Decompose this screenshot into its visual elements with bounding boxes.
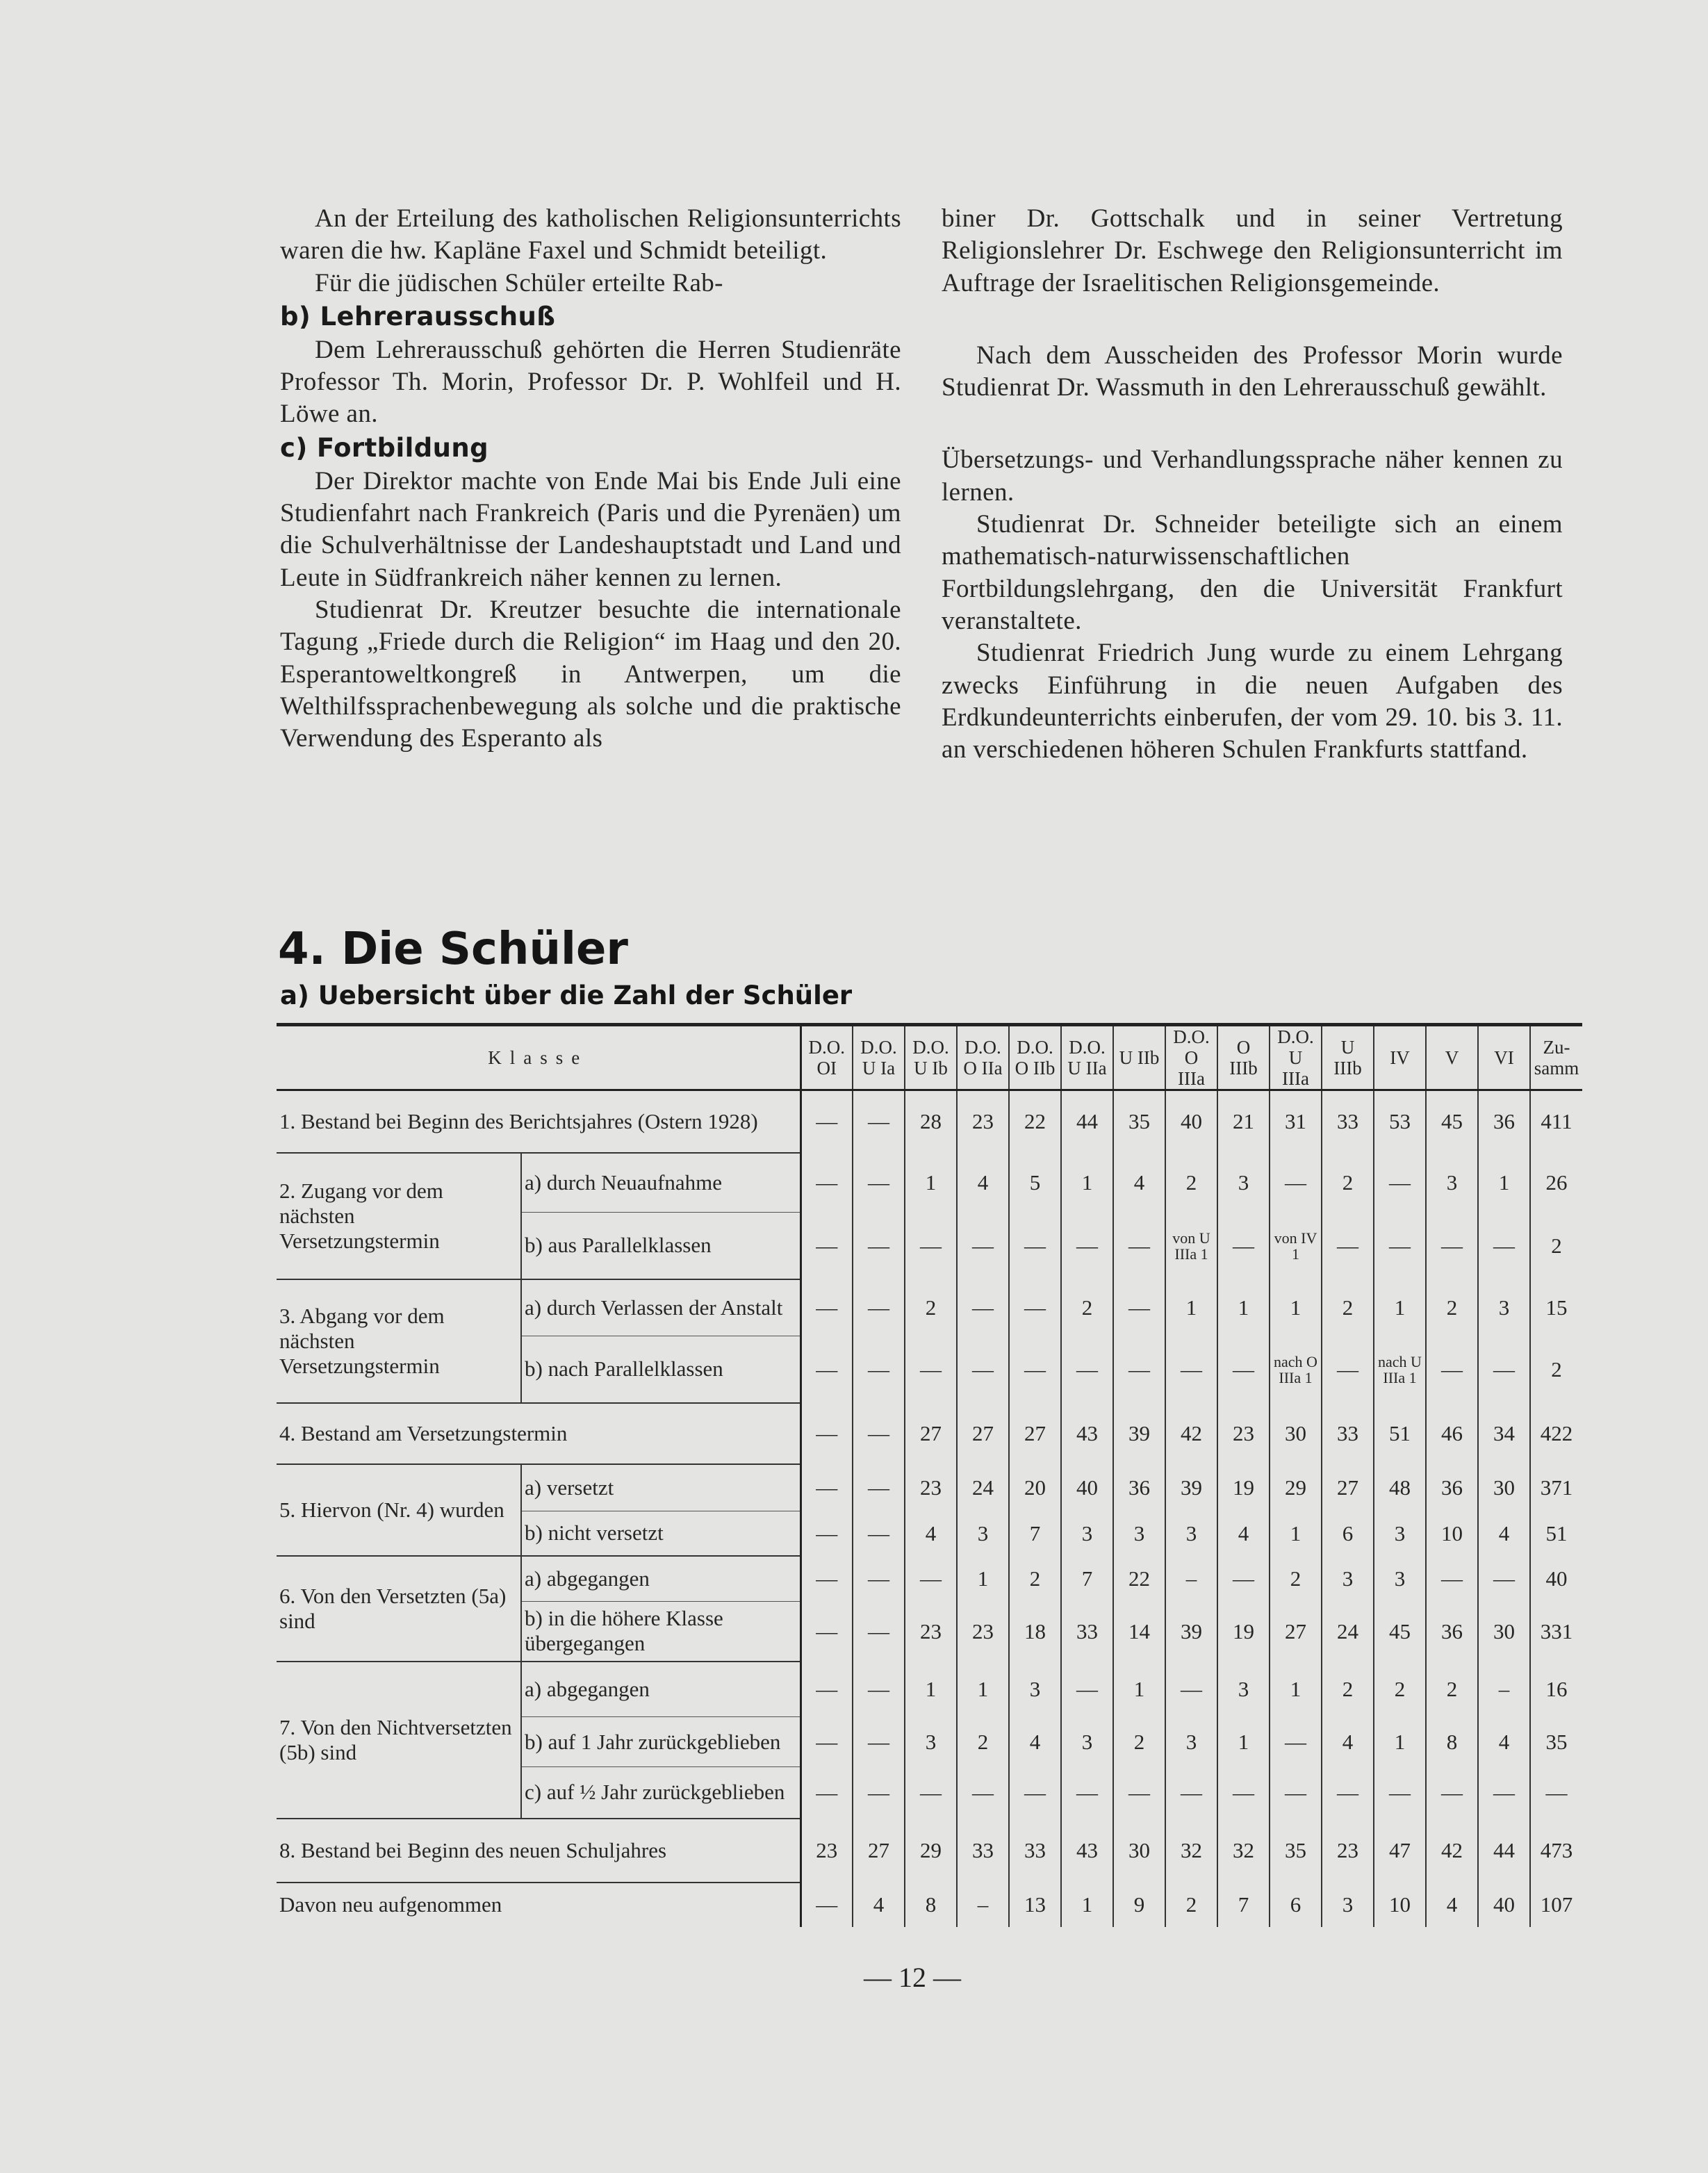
table-cell: 8 (905, 1883, 957, 1927)
table-cell: 35 (1270, 1819, 1322, 1883)
table-cell: 46 (1426, 1403, 1478, 1464)
table-cell: — (1061, 1213, 1113, 1279)
row-sub-label: a) durch Neuaufnahme (521, 1153, 800, 1213)
row-sub-label: a) abgegangen (521, 1662, 800, 1717)
left-paragraph-1: An der Erteilung des katholischen Religionsunterrichts waren die hw. Kapläne Faxel und Schmidt beteiligt. (280, 204, 901, 265)
table-cell: 4 (1217, 1511, 1270, 1556)
row-sub-label: b) nach Parallelklassen (521, 1336, 800, 1403)
table-cell: 45 (1426, 1090, 1478, 1153)
table-cell: — (800, 1090, 853, 1153)
left-column (280, 203, 901, 755)
table-cell: — (1009, 1213, 1061, 1279)
table-cell: 2 (1322, 1153, 1374, 1213)
table-cell: — (1009, 1767, 1061, 1819)
column-header: O IIIb (1217, 1025, 1270, 1090)
table-cell: 44 (1061, 1090, 1113, 1153)
row-group-label: Davon neu aufgenommen (277, 1883, 800, 1927)
table-cell: 2 (1061, 1279, 1113, 1336)
table-cell: 411 (1530, 1090, 1582, 1153)
table-cell: 16 (1530, 1662, 1582, 1717)
column-header: IV (1374, 1025, 1426, 1090)
table-cell: 23 (905, 1464, 957, 1511)
row-group-label: 3. Abgang vor dem nächsten Versetzungstermin (277, 1279, 521, 1403)
table-cell: — (800, 1511, 853, 1556)
table-cell: 19 (1217, 1464, 1270, 1511)
row-group-label: 5. Hiervon (Nr. 4) wurden (277, 1464, 521, 1556)
table-cell: — (1426, 1213, 1478, 1279)
table-cell: 23 (1217, 1403, 1270, 1464)
table-cell: – (957, 1883, 1009, 1927)
table-cell: nach O IIIa 1 (1270, 1336, 1322, 1403)
table-row (277, 1403, 1582, 1464)
table-cell: 6 (1270, 1883, 1322, 1927)
table-cell: 1 (957, 1556, 1009, 1602)
table-cell: 43 (1061, 1819, 1113, 1883)
column-header: D.O. U IIIa (1270, 1025, 1322, 1090)
table-cell: 3 (1217, 1662, 1270, 1717)
table-cell: 7 (1009, 1511, 1061, 1556)
table-cell: 30 (1270, 1403, 1322, 1464)
table-cell: 2 (1270, 1556, 1322, 1602)
table-cell: — (957, 1213, 1009, 1279)
row-sub-label: a) abgegangen (521, 1556, 800, 1602)
table-cell: 27 (853, 1819, 905, 1883)
table-cell: 10 (1374, 1883, 1426, 1927)
table-cell: — (853, 1556, 905, 1602)
table-cell: 3 (1217, 1153, 1270, 1213)
heading-fortbildung: c) Fortbildung (280, 432, 488, 463)
column-header: D.O. O IIIa (1165, 1025, 1217, 1090)
table-cell: 24 (957, 1464, 1009, 1511)
column-header: VI (1478, 1025, 1530, 1090)
student-statistics-table (277, 1023, 1582, 1927)
column-header: D.O. U Ia (853, 1025, 905, 1090)
table-cell: — (800, 1602, 853, 1662)
table-cell: 15 (1530, 1279, 1582, 1336)
table-cell: 2 (1530, 1336, 1582, 1403)
table-cell: 4 (1322, 1717, 1374, 1767)
table-cell: — (1165, 1662, 1217, 1717)
column-header: D.O. OI (800, 1025, 853, 1090)
row-group-label: 4. Bestand am Versetzungstermin (277, 1403, 800, 1464)
column-header: D.O. O IIb (1009, 1025, 1061, 1090)
row-sub-label: a) durch Verlassen der Anstalt (521, 1279, 800, 1336)
table-cell: 33 (1322, 1090, 1374, 1153)
table-cell: — (1009, 1279, 1061, 1336)
table-cell: 3 (1374, 1511, 1426, 1556)
table-cell: 53 (1374, 1090, 1426, 1153)
table-cell: — (1374, 1213, 1426, 1279)
table-cell: 5 (1009, 1153, 1061, 1213)
table-cell: – (1165, 1556, 1217, 1602)
table-cell: — (1113, 1279, 1165, 1336)
table-cell: — (853, 1464, 905, 1511)
table-cell: 1 (1165, 1279, 1217, 1336)
row-sub-label: a) versetzt (521, 1464, 800, 1511)
table-cell: 32 (1217, 1819, 1270, 1883)
table-cell: 29 (905, 1819, 957, 1883)
table-cell: 1 (905, 1662, 957, 1717)
table-header-row (277, 1025, 1582, 1090)
table-cell: — (1270, 1767, 1322, 1819)
table-cell: 422 (1530, 1403, 1582, 1464)
table-cell: — (1165, 1767, 1217, 1819)
column-header: U IIb (1113, 1025, 1165, 1090)
table-cell: — (905, 1213, 957, 1279)
table-cell: — (800, 1279, 853, 1336)
table-cell: — (800, 1883, 853, 1927)
table-cell: — (853, 1403, 905, 1464)
table-cell: — (1478, 1767, 1530, 1819)
row-sub-label: b) aus Parallelklassen (521, 1213, 800, 1279)
table-row (277, 1153, 1582, 1213)
table-cell: 14 (1113, 1602, 1165, 1662)
table-cell: 43 (1061, 1403, 1113, 1464)
table-cell: von IV 1 (1270, 1213, 1322, 1279)
table-cell: — (905, 1556, 957, 1602)
table-cell: 3 (1322, 1883, 1374, 1927)
column-header: D.O. O IIa (957, 1025, 1009, 1090)
table-cell: 13 (1009, 1883, 1061, 1927)
table-cell: — (800, 1767, 853, 1819)
table-cell: 51 (1374, 1403, 1426, 1464)
table-cell: 2 (1426, 1279, 1478, 1336)
table-cell: 4 (1478, 1511, 1530, 1556)
table-cell: — (800, 1556, 853, 1602)
table-cell: 23 (800, 1819, 853, 1883)
table-cell: — (800, 1717, 853, 1767)
table-cell: 1 (1270, 1511, 1322, 1556)
table-cell: 34 (1478, 1403, 1530, 1464)
table-cell: — (1113, 1336, 1165, 1403)
table-cell: 22 (1009, 1090, 1061, 1153)
right-paragraph-4: Studienrat Dr. Schneider beteiligte sich an einem mathematisch-naturwissenschaftlichen Fortbildungslehrgang, den die Universität Frankfurt veranstaltete. (942, 510, 1563, 635)
table-cell: 3 (1165, 1511, 1217, 1556)
table-cell: 107 (1530, 1883, 1582, 1927)
table-cell: 1 (905, 1153, 957, 1213)
table-cell: von U IIIa 1 (1165, 1213, 1217, 1279)
table-cell: 2 (1374, 1662, 1426, 1717)
row-group-label: 6. Von den Versetzten (5a) sind (277, 1556, 521, 1662)
header-klasse: Klasse (277, 1025, 800, 1090)
table-cell: — (1009, 1336, 1061, 1403)
table-cell: 1 (1270, 1662, 1322, 1717)
table-cell: — (853, 1717, 905, 1767)
table-cell: 36 (1113, 1464, 1165, 1511)
table-cell: 45 (1374, 1602, 1426, 1662)
table-cell: 47 (1374, 1819, 1426, 1883)
table-cell: 1 (1217, 1279, 1270, 1336)
table-row (277, 1090, 1582, 1153)
table-cell: 3 (1478, 1279, 1530, 1336)
table-cell: 2 (1426, 1662, 1478, 1717)
table-cell: 3 (1165, 1717, 1217, 1767)
table-cell: 3 (957, 1511, 1009, 1556)
right-paragraph-3: Übersetzungs- und Verhandlungssprache näher kennen zu lernen. (942, 445, 1563, 507)
table-cell: 2 (957, 1717, 1009, 1767)
table-cell: — (853, 1767, 905, 1819)
table-cell: 51 (1530, 1511, 1582, 1556)
row-sub-label: b) auf 1 Jahr zurückgeblieben (521, 1717, 800, 1767)
table-cell: 42 (1165, 1403, 1217, 1464)
table-cell: 22 (1113, 1556, 1165, 1602)
row-sub-label: b) nicht versetzt (521, 1511, 800, 1556)
table-cell: — (905, 1336, 957, 1403)
table-cell: 1 (957, 1662, 1009, 1717)
table-cell: 18 (1009, 1602, 1061, 1662)
table-cell: — (853, 1662, 905, 1717)
row-group-label: 1. Bestand bei Beginn des Berichtsjahres (Ostern 1928) (277, 1090, 800, 1153)
table-cell: 3 (1426, 1153, 1478, 1213)
column-header: U IIIb (1322, 1025, 1374, 1090)
table-cell: — (1322, 1336, 1374, 1403)
table-cell: — (1061, 1767, 1113, 1819)
table-cell: 27 (1322, 1464, 1374, 1511)
table-cell: — (1217, 1213, 1270, 1279)
left-paragraph-5: Studienrat Dr. Kreutzer besuchte die internationale Tagung „Friede durch die Religion“ im Haag und den 20. Esperantoweltkongreß in Antwerpen, um die Welthilfssprachenbewegung als solche und die praktische Verwendung des Esperanto als (280, 595, 901, 753)
table-row (277, 1464, 1582, 1511)
table-cell: — (1478, 1213, 1530, 1279)
table-cell: 1 (1374, 1717, 1426, 1767)
table-cell: 2 (1322, 1662, 1374, 1717)
table-cell: 39 (1165, 1464, 1217, 1511)
table-cell: 30 (1478, 1464, 1530, 1511)
table-cell: 3 (1113, 1511, 1165, 1556)
table-cell: 371 (1530, 1464, 1582, 1511)
table-cell: 32 (1165, 1819, 1217, 1883)
row-sub-label: c) auf ½ Jahr zurückgeblieben (521, 1767, 800, 1819)
table-cell: – (1478, 1662, 1530, 1717)
table-cell: — (905, 1767, 957, 1819)
table-cell: 33 (957, 1819, 1009, 1883)
left-paragraph-3: Dem Lehrerausschuß gehörten die Herren Studienräte Professor Th. Morin, Professor Dr. P. Wohlfeil und H. Löwe an. (280, 335, 901, 429)
table-cell: 7 (1061, 1556, 1113, 1602)
table-cell: 39 (1113, 1403, 1165, 1464)
row-group-label: 8. Bestand bei Beginn des neuen Schuljahres (277, 1819, 800, 1883)
table-cell: — (853, 1090, 905, 1153)
table-cell: 4 (905, 1511, 957, 1556)
table-cell: 4 (1113, 1153, 1165, 1213)
table-cell: — (853, 1279, 905, 1336)
table-cell: 1 (1061, 1883, 1113, 1927)
table-cell: — (1061, 1336, 1113, 1403)
table-cell: 27 (1009, 1403, 1061, 1464)
table-cell: 7 (1217, 1883, 1270, 1927)
table-cell: 39 (1165, 1602, 1217, 1662)
table-cell: — (1270, 1717, 1322, 1767)
table-cell: — (1113, 1767, 1165, 1819)
table-cell: 2 (1322, 1279, 1374, 1336)
table-cell: — (1217, 1767, 1270, 1819)
table-cell: — (1061, 1662, 1113, 1717)
table-cell: 3 (905, 1717, 957, 1767)
table-cell: — (1322, 1213, 1374, 1279)
table-cell: — (853, 1602, 905, 1662)
table-cell: 35 (1530, 1717, 1582, 1767)
column-header: D.O. U IIa (1061, 1025, 1113, 1090)
table-cell: 4 (957, 1153, 1009, 1213)
table-cell: 36 (1426, 1602, 1478, 1662)
page-number: — 12 — (864, 1962, 961, 1993)
table-cell: 3 (1009, 1662, 1061, 1717)
table-cell: 21 (1217, 1090, 1270, 1153)
table-cell: — (1530, 1767, 1582, 1819)
table-cell: 8 (1426, 1717, 1478, 1767)
column-header: D.O. U Ib (905, 1025, 957, 1090)
section-title: 4. Die Schüler (278, 924, 628, 975)
table-cell: — (1426, 1336, 1478, 1403)
table-cell: 2 (1009, 1556, 1061, 1602)
table-cell: 30 (1478, 1602, 1530, 1662)
table-cell: 27 (957, 1403, 1009, 1464)
table-cell: — (800, 1213, 853, 1279)
table-cell: — (1113, 1213, 1165, 1279)
table-row (277, 1556, 1582, 1602)
table-cell: 3 (1322, 1556, 1374, 1602)
table-cell: — (1374, 1767, 1426, 1819)
table-cell: 2 (1165, 1153, 1217, 1213)
table-cell: 26 (1530, 1153, 1582, 1213)
row-group-label: 2. Zugang vor dem nächsten Versetzungstermin (277, 1153, 521, 1279)
table-cell: — (1217, 1336, 1270, 1403)
table-cell: 4 (1009, 1717, 1061, 1767)
table-cell: — (1374, 1153, 1426, 1213)
table-cell: — (1426, 1556, 1478, 1602)
table-body (277, 1090, 1582, 1927)
table-cell: — (957, 1336, 1009, 1403)
table-cell: 33 (1322, 1403, 1374, 1464)
table-cell: — (800, 1153, 853, 1213)
table-cell: 23 (957, 1602, 1009, 1662)
section-subtitle: a) Uebersicht über die Zahl der Schüler (280, 981, 853, 1010)
table-cell: 40 (1061, 1464, 1113, 1511)
table-cell: 1 (1478, 1153, 1530, 1213)
table-cell: 3 (1374, 1556, 1426, 1602)
table-cell: 30 (1113, 1819, 1165, 1883)
table-cell: 28 (905, 1090, 957, 1153)
table-cell: 1 (1270, 1279, 1322, 1336)
table-cell: 35 (1113, 1090, 1165, 1153)
table-cell: 331 (1530, 1602, 1582, 1662)
table-cell: 40 (1530, 1556, 1582, 1602)
table-cell: — (800, 1662, 853, 1717)
table-cell: — (853, 1511, 905, 1556)
table-cell: 31 (1270, 1090, 1322, 1153)
table-cell: 2 (1530, 1213, 1582, 1279)
row-group-label: 7. Von den Nichtversetzten (5b) sind (277, 1662, 521, 1819)
table-cell: 48 (1374, 1464, 1426, 1511)
column-header: V (1426, 1025, 1478, 1090)
table-cell: — (1478, 1556, 1530, 1602)
table-cell: 44 (1478, 1819, 1530, 1883)
table-cell: 29 (1270, 1464, 1322, 1511)
table-cell: — (800, 1403, 853, 1464)
table-cell: 4 (853, 1883, 905, 1927)
table-cell: — (957, 1279, 1009, 1336)
column-header: Zu-samm (1530, 1025, 1582, 1090)
table-cell: 33 (1009, 1819, 1061, 1883)
table-row (277, 1662, 1582, 1717)
table-cell: 42 (1426, 1819, 1478, 1883)
table-cell: 36 (1478, 1090, 1530, 1153)
heading-lehrerausschuss: b) Lehrerausschuß (280, 301, 556, 331)
left-paragraph-2: Für die jüdischen Schüler erteilte Rab- (315, 268, 723, 297)
table-cell: 20 (1009, 1464, 1061, 1511)
table-cell: 9 (1113, 1883, 1165, 1927)
table-cell: 6 (1322, 1511, 1374, 1556)
table-cell: 3 (1061, 1717, 1113, 1767)
table-cell: 3 (1061, 1511, 1113, 1556)
table-cell: 36 (1426, 1464, 1478, 1511)
table-cell: 2 (905, 1279, 957, 1336)
table-cell: 4 (1478, 1717, 1530, 1767)
right-column (942, 203, 1563, 766)
table-cell: — (1478, 1336, 1530, 1403)
table-cell: 23 (905, 1602, 957, 1662)
left-paragraph-4: Der Direktor machte von Ende Mai bis Ende Juli eine Studienfahrt nach Frankreich (Paris und die Pyrenäen) um die Schulverhältnisse der Landeshauptstadt und Land und Leute in Südfrankreich näher kennen zu lernen. (280, 466, 901, 592)
table-cell: 4 (1426, 1883, 1478, 1927)
row-sub-label: b) in die höhere Klasse übergegangen (521, 1602, 800, 1662)
table-row (277, 1883, 1582, 1927)
table-cell: 2 (1165, 1883, 1217, 1927)
table-cell: 19 (1217, 1602, 1270, 1662)
table-cell: nach U IIIa 1 (1374, 1336, 1426, 1403)
table-cell: 27 (905, 1403, 957, 1464)
table-cell: — (1217, 1556, 1270, 1602)
table-cell: 40 (1165, 1090, 1217, 1153)
right-paragraph-2: Nach dem Ausscheiden des Professor Morin wurde Studienrat Dr. Wassmuth in den Lehrerausschuß gewählt. (942, 341, 1563, 402)
table-cell: — (1270, 1153, 1322, 1213)
table-cell: 23 (1322, 1819, 1374, 1883)
table-cell: — (800, 1464, 853, 1511)
right-paragraph-5: Studienrat Friedrich Jung wurde zu einem Lehrgang zwecks Einführung in die neuen Aufgaben des Erdkundeunterrichts einberufen, der vom 29. 10. bis 3. 11. an verschiedenen höheren Schulen Frankfurts stattfand. (942, 639, 1563, 764)
table-cell: 33 (1061, 1602, 1113, 1662)
table-cell: 1 (1217, 1717, 1270, 1767)
table-cell: — (1165, 1336, 1217, 1403)
table-cell: 1 (1374, 1279, 1426, 1336)
table-cell: — (853, 1213, 905, 1279)
table-cell: 24 (1322, 1602, 1374, 1662)
table-cell: 1 (1113, 1662, 1165, 1717)
table-cell: 473 (1530, 1819, 1582, 1883)
table-cell: — (957, 1767, 1009, 1819)
table-cell: 10 (1426, 1511, 1478, 1556)
table-cell: 40 (1478, 1883, 1530, 1927)
table-row (277, 1819, 1582, 1883)
table-cell: — (853, 1336, 905, 1403)
table-cell: — (853, 1153, 905, 1213)
table-cell: — (1322, 1767, 1374, 1819)
right-paragraph-1: biner Dr. Gottschalk und in seiner Vertretung Religionslehrer Dr. Eschwege den Religionsunterricht im Auftrage der Israelitischen Religionsgemeinde. (942, 204, 1563, 297)
table-cell: 2 (1113, 1717, 1165, 1767)
table-cell: — (800, 1336, 853, 1403)
table-cell: 1 (1061, 1153, 1113, 1213)
table-cell: 27 (1270, 1602, 1322, 1662)
table-cell: 23 (957, 1090, 1009, 1153)
table-row (277, 1279, 1582, 1336)
table-cell: — (1426, 1767, 1478, 1819)
